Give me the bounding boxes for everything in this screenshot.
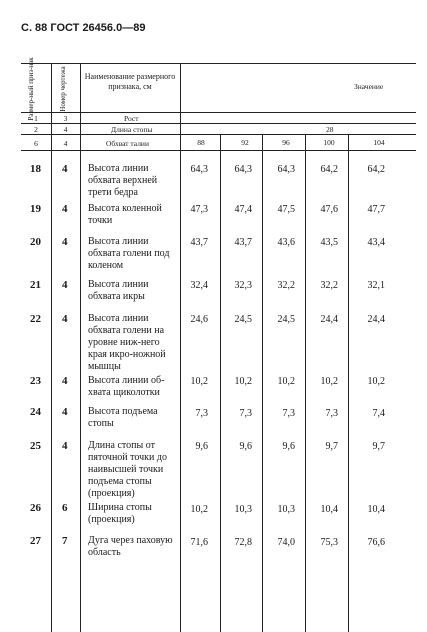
row-24-v1: 7,3: [195, 408, 208, 419]
row-20-v3: 43,6: [277, 237, 295, 248]
row-19-v1: 47,3: [190, 204, 208, 215]
row-21-v2: 32,3: [234, 280, 252, 291]
row-20-chart: 4: [62, 236, 68, 248]
row-23-v4: 10,2: [320, 376, 338, 387]
row-18-v2: 64,3: [234, 164, 252, 175]
obkhvat-row-v1: 88: [197, 138, 205, 147]
row-23-v1: 10,2: [190, 376, 208, 387]
col-divider-5: [262, 134, 263, 632]
row-27-v2: 72,8: [234, 537, 252, 548]
stopa-row-c1: 2: [34, 125, 38, 134]
row-23-v5: 10,2: [367, 376, 385, 387]
row-24-v2: 7,3: [239, 408, 252, 419]
row-21-chart: 4: [62, 279, 68, 291]
row-22-v3: 24,5: [277, 314, 295, 325]
row-18-v4: 64,2: [320, 164, 338, 175]
row-19-v2: 47,4: [234, 204, 252, 215]
row-23-v3: 10,2: [277, 376, 295, 387]
col-divider-6: [305, 134, 306, 632]
row-18-v5: 64,2: [367, 164, 385, 175]
row-22-v5: 24,4: [367, 314, 385, 325]
row-26-v5: 10,4: [367, 504, 385, 515]
col-divider-2: [80, 63, 81, 632]
row-22-v2: 24,5: [234, 314, 252, 325]
row-26-v2: 10,3: [234, 504, 252, 515]
row-27-name: Дуга через паховую область: [88, 535, 173, 558]
row-19-v4: 47,6: [320, 204, 338, 215]
row-25-v4: 9,7: [325, 441, 338, 452]
obkhvat-row-v3: 96: [282, 138, 290, 147]
row-18-v3: 64,3: [277, 164, 295, 175]
row-19-v5: 47,7: [367, 204, 385, 215]
obkhvat-row-v4: 100: [323, 138, 335, 147]
row-19-name: Высота коленной точки: [88, 203, 162, 226]
row-20-v4: 43,5: [320, 237, 338, 248]
row-20-v5: 43,4: [367, 237, 385, 248]
row-26-v4: 10,4: [320, 504, 338, 515]
row-21-v3: 32,2: [277, 280, 295, 291]
col-divider-4: [220, 134, 221, 632]
col-divider-1: [51, 63, 52, 632]
row-23-no: 23: [30, 375, 41, 387]
row-24-v3: 7,3: [282, 408, 295, 419]
obkhvat-row-c2: 4: [63, 139, 68, 148]
row-24-chart: 4: [62, 406, 68, 418]
obkhvat-row-c3: Обхват талии: [106, 139, 149, 148]
row-27-v4: 75,3: [320, 537, 338, 548]
row-18-v1: 64,3: [190, 164, 208, 175]
row-24-no: 24: [30, 406, 41, 418]
row-26-v1: 10,2: [190, 504, 208, 515]
row-21-name: Высота линии обхвата икры: [88, 279, 149, 302]
row-25-name: Длина стопы от пяточной точки до наивысшей точки подъема стопы (проекция): [88, 440, 167, 499]
row-27-v3: 74,0: [277, 537, 295, 548]
row-26-v3: 10,3: [277, 504, 295, 515]
row-20-name: Высота линии обхвата голени под коленом: [88, 236, 170, 271]
row-18-no: 18: [30, 163, 41, 175]
col-divider-7: [348, 134, 349, 632]
row-26-name: Ширина стопы (проекция): [88, 502, 152, 525]
row-22-v4: 24,4: [320, 314, 338, 325]
index-row-c2: 3: [63, 114, 68, 123]
stopa-row-value: 28: [326, 125, 334, 134]
row-25-v3: 9,6: [282, 441, 295, 452]
obkhvat-row-v2: 92: [241, 138, 249, 147]
row-21-v5: 32,1: [367, 280, 385, 291]
obkhvat-row-v5: 104: [373, 138, 385, 147]
header-col2: Номер чертежа: [59, 66, 67, 112]
row-22-v1: 24,6: [190, 314, 208, 325]
row-24-v5: 7,4: [372, 408, 385, 419]
row-18-chart: 4: [62, 163, 68, 175]
row-19-chart: 4: [62, 203, 68, 215]
row-22-name: Высота линии обхвата голени на уровне ниж-него края икро-ножной мышцы: [88, 313, 166, 372]
row-23-chart: 4: [62, 375, 68, 387]
row-24-name: Высота подъема стопы: [88, 406, 158, 429]
row-23-v2: 10,2: [234, 376, 252, 387]
row-26-no: 26: [30, 502, 41, 514]
row-18-name: Высота линии обхвата верхней трети бедра: [88, 163, 158, 198]
row-27-chart: 7: [62, 535, 68, 547]
header-col1: Размер-ный приз-нак: [27, 57, 35, 121]
row-21-v4: 32,2: [320, 280, 338, 291]
index-row-c3: Рост: [124, 114, 139, 123]
row-23-name: Высота линии об-хвата щиколотки: [88, 375, 165, 398]
row-25-no: 25: [30, 440, 41, 452]
stopa-row-c2: 4: [63, 125, 68, 134]
row-25-v2: 9,6: [239, 441, 252, 452]
row-19-v3: 47,5: [277, 204, 295, 215]
row-27-no: 27: [30, 535, 41, 547]
index-row-c1: 1: [34, 114, 38, 123]
row-25-v1: 9,6: [195, 441, 208, 452]
row-24-v4: 7,3: [325, 408, 338, 419]
row-20-no: 20: [30, 236, 41, 248]
row-21-v1: 32,4: [190, 280, 208, 291]
row-22-chart: 4: [62, 313, 68, 325]
header-col3: Наименование размерного признака, см: [84, 72, 176, 91]
obkhvat-row-c1: 6: [34, 139, 38, 148]
row-22-no: 22: [30, 313, 41, 325]
row-27-v5: 76,6: [367, 537, 385, 548]
row-26-chart: 6: [62, 502, 68, 514]
row-25-chart: 4: [62, 440, 68, 452]
row-20-v2: 43,7: [234, 237, 252, 248]
header-col4: Значение: [354, 82, 384, 91]
stopa-row-c3: Длина стопы: [111, 125, 153, 134]
row-25-v5: 9,7: [372, 441, 385, 452]
row-27-v1: 71,6: [190, 537, 208, 548]
page-header: С. 88 ГОСТ 26456.0—89: [21, 22, 146, 34]
row-21-no: 21: [30, 279, 41, 291]
row-20-v1: 43,7: [190, 237, 208, 248]
row-19-no: 19: [30, 203, 41, 215]
